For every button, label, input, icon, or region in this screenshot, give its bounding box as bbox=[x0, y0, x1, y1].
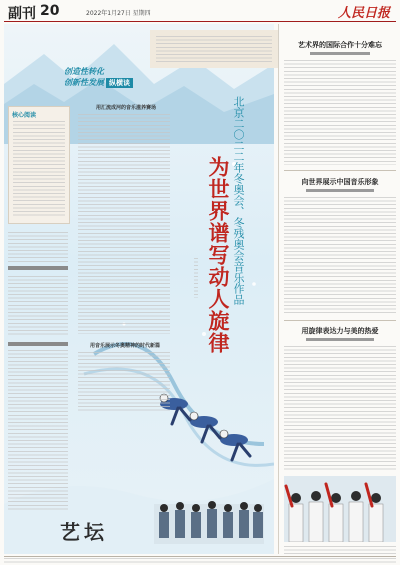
banner-line2: 创新性发展 bbox=[64, 77, 104, 87]
intro-box bbox=[150, 30, 278, 68]
article1-byline bbox=[310, 52, 370, 55]
main-headline: 为世界谱写动人旋律 bbox=[206, 156, 231, 354]
sidebar-body-text bbox=[13, 121, 65, 217]
left-subhead-1 bbox=[8, 266, 68, 270]
skater-figures bbox=[160, 394, 250, 460]
footer-info bbox=[4, 558, 396, 563]
article1-body bbox=[284, 60, 396, 165]
header-rule bbox=[4, 21, 396, 22]
article2-title: 向世界展示中国音乐形象 bbox=[301, 177, 379, 186]
left-body-text-1 bbox=[8, 232, 68, 262]
subhead-2: 用音乐展示冬奥精神的时代新篇 bbox=[89, 343, 160, 349]
cheer-photo bbox=[284, 476, 396, 542]
masthead-logo: 人民日报 bbox=[337, 6, 390, 21]
banner-line1: 创造性转化 bbox=[64, 66, 104, 76]
divider-b bbox=[284, 320, 396, 321]
main-kicker: 北京二〇二二年冬奥会、冬残奥会音乐作品 bbox=[232, 96, 245, 305]
banner-tag: 纵横谈 bbox=[106, 78, 133, 88]
article2-byline bbox=[306, 189, 374, 192]
page-number: 20 bbox=[40, 3, 60, 19]
center-body-2 bbox=[78, 352, 170, 412]
byline bbox=[194, 258, 198, 298]
footer-rule bbox=[4, 556, 396, 557]
series-banner bbox=[64, 66, 156, 94]
column-logo: 艺坛 bbox=[60, 520, 108, 544]
article1-title: 艺术界的国际合作十分难忘 bbox=[298, 40, 382, 49]
center-body-1 bbox=[78, 114, 170, 334]
divider-a bbox=[284, 170, 396, 171]
left-subhead-2 bbox=[8, 342, 68, 346]
cheer-photo-art bbox=[284, 476, 396, 542]
left-body-text-3 bbox=[8, 350, 68, 510]
issue-date: 2022年1月27日 星期四 bbox=[86, 10, 151, 17]
right-footer-text bbox=[284, 546, 396, 554]
right-column-divider bbox=[278, 24, 279, 554]
intro-text bbox=[156, 36, 272, 62]
article3-body bbox=[284, 346, 396, 470]
sidebar-title: 核心阅读 bbox=[12, 112, 37, 119]
article2-body bbox=[284, 197, 396, 315]
left-body-text-2 bbox=[8, 276, 68, 336]
subhead-1: 用汇流成河的音乐滋养赛场 bbox=[95, 105, 156, 111]
sidebar-box bbox=[8, 106, 70, 224]
section-name: 副刊 bbox=[8, 6, 36, 22]
page-header bbox=[0, 0, 400, 22]
article3-title: 用旋律表达力与美的热爱 bbox=[301, 326, 379, 335]
article3-byline bbox=[306, 338, 374, 341]
crowd-figures bbox=[154, 501, 264, 544]
